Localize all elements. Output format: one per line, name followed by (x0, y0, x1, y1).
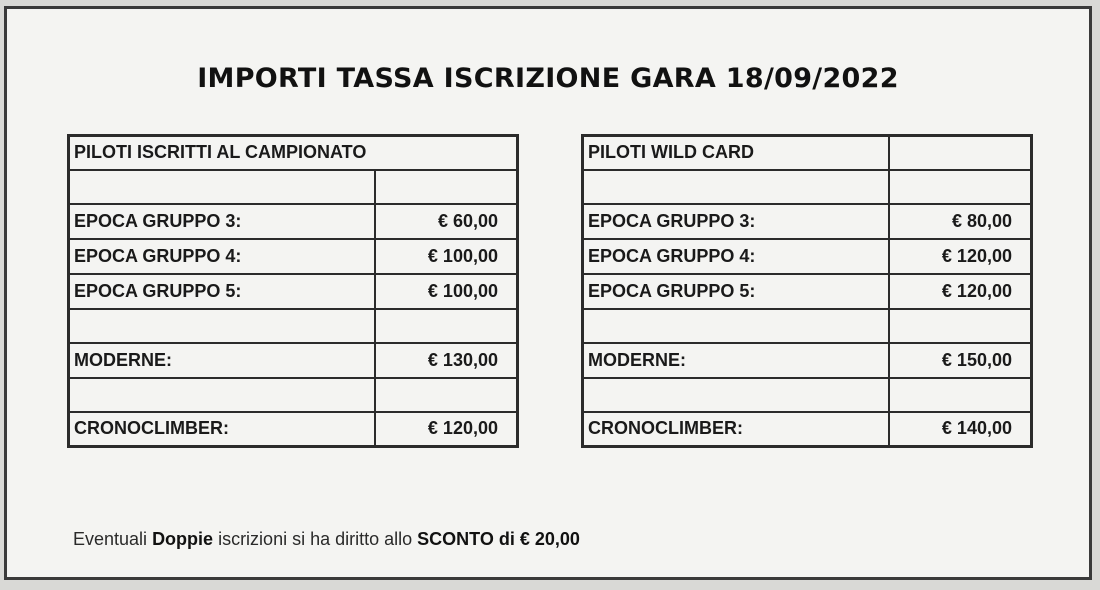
row-label (583, 309, 889, 343)
table-row (69, 412, 518, 447)
row-label (583, 170, 889, 204)
table-header: PILOTI WILD CARD (583, 136, 889, 170)
note-text-2: iscrizioni si ha diritto allo (213, 529, 418, 549)
table-row (69, 170, 518, 204)
row-label: EPOCA GRUPPO 3: (583, 204, 889, 239)
row-label (583, 378, 889, 412)
row-amount: € 150,00 (889, 343, 1032, 378)
table-row (583, 274, 1032, 309)
row-label: EPOCA GRUPPO 5: (69, 274, 375, 309)
row-label: CRONOCLIMBER: (583, 412, 889, 447)
page-title: IMPORTI TASSA ISCRIZIONE GARA 18/09/2022 (197, 63, 899, 94)
wildcard-fees-table (581, 134, 1033, 448)
row-amount (889, 378, 1032, 412)
row-amount: € 100,00 (375, 239, 518, 274)
row-amount (375, 378, 518, 412)
row-amount (375, 309, 518, 343)
row-amount: € 100,00 (375, 274, 518, 309)
row-amount (889, 170, 1032, 204)
table-header-row (69, 136, 518, 170)
row-label: MODERNE: (583, 343, 889, 378)
row-label: CRONOCLIMBER: (69, 412, 375, 447)
table-header: PILOTI ISCRITTI AL CAMPIONATO (69, 136, 518, 170)
row-amount: € 120,00 (375, 412, 518, 447)
table-row (69, 343, 518, 378)
row-label (69, 170, 375, 204)
table-row (69, 204, 518, 239)
table-header-empty-cell (889, 136, 1032, 170)
championship-fees-table (67, 134, 519, 448)
row-amount: € 80,00 (889, 204, 1032, 239)
row-amount: € 140,00 (889, 412, 1032, 447)
table-row (69, 239, 518, 274)
row-amount: € 120,00 (889, 239, 1032, 274)
row-label: EPOCA GRUPPO 3: (69, 204, 375, 239)
row-label: MODERNE: (69, 343, 375, 378)
note-text-1: Eventuali (73, 529, 153, 549)
table-row (583, 343, 1032, 378)
table-row (69, 309, 518, 343)
note-bold-2: SCONTO di € 20,00 (417, 529, 580, 549)
row-amount: € 60,00 (375, 204, 518, 239)
row-label: EPOCA GRUPPO 4: (69, 239, 375, 274)
note-bold-1: Doppie (152, 529, 214, 549)
table-row (583, 170, 1032, 204)
row-amount (375, 170, 518, 204)
row-label: EPOCA GRUPPO 4: (583, 239, 889, 274)
row-label: EPOCA GRUPPO 5: (583, 274, 889, 309)
table-row (69, 274, 518, 309)
table-row (69, 378, 518, 412)
table-row (583, 239, 1032, 274)
table-row (583, 378, 1032, 412)
row-label (69, 309, 375, 343)
row-amount: € 130,00 (375, 343, 518, 378)
row-label (69, 378, 375, 412)
table-header-row (583, 136, 1032, 170)
row-amount: € 120,00 (889, 274, 1032, 309)
row-amount (889, 309, 1032, 343)
fee-sheet (4, 6, 1092, 580)
discount-note (73, 529, 580, 550)
table-row (583, 412, 1032, 447)
table-row (583, 309, 1032, 343)
table-row (583, 204, 1032, 239)
